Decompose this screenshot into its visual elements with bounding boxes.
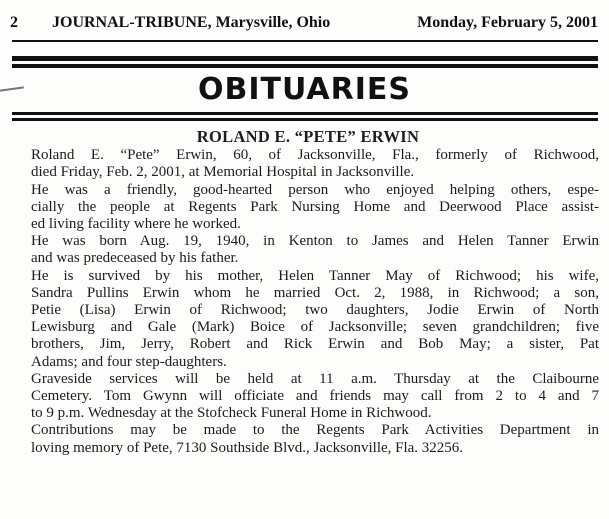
- obituary-paragraph: [17, 268, 599, 371]
- obituary-headline: ROLAND E. “PETE” ERWIN: [196, 127, 420, 146]
- text-line: and was predeceased by his father.: [31, 250, 239, 267]
- text-line: He was a friendly, good-hearted person who enjoyed helping others, espe-: [31, 181, 599, 198]
- text-line: Sandra Pullins Erwin whom he married Oct. 2, 1988, in Richwood; a son,: [31, 284, 599, 301]
- page-number: 2: [10, 14, 18, 31]
- text-line: died Friday, Feb. 2, 2001, at Memorial Hospital in Jacksonville.: [31, 164, 415, 181]
- section-title: OBITUARIES: [197, 72, 411, 107]
- masthead-divider: [12, 40, 598, 42]
- text-line: brothers, Jim, Jerry, Robert and Rick Erwin and Bob May; a sister, Pat: [31, 336, 599, 353]
- text-line: Roland E. “Pete” Erwin, 60, of Jacksonville, Fla., formerly of Richwood,: [31, 147, 599, 164]
- text-line: cially the people at Regents Park Nursing Home and Deerwood Place assist-: [31, 198, 599, 215]
- text-line: He is survived by his mother, Helen Tanner May of Richwood; his wife,: [31, 267, 599, 284]
- text-line: Graveside services will be held at 11 a.m. Thursday at the Claibourne: [31, 370, 599, 387]
- obituary-article: [17, 128, 599, 457]
- text-line: Lewisburg and Gale (Mark) Boice of Jacksonville; seven grandchildren; five: [31, 319, 599, 336]
- obituary-paragraph: [17, 147, 599, 181]
- text-line: ed living facility where he worked.: [31, 216, 241, 233]
- text-line: He was born Aug. 19, 1940, in Kenton to James and Helen Tanner Erwin: [31, 233, 599, 250]
- section-rule-bottom-2: [12, 118, 598, 121]
- publication-date: Monday, February 5, 2001: [417, 14, 598, 31]
- obituary-body: [17, 147, 599, 457]
- text-line: Petie (Lisa) Erwin of Richwood; two daughters, Jodie Erwin of North: [31, 302, 599, 319]
- obituary-paragraph: [17, 233, 599, 267]
- obituary-paragraph: [17, 182, 599, 234]
- section-rule-top-1: [12, 56, 598, 61]
- masthead: [10, 14, 598, 36]
- obituary-paragraph: [17, 422, 599, 456]
- text-line: Cemetery. Tom Gwynn will officiate and friends may call from 2 to 4 and 7: [31, 388, 599, 405]
- section-rule-top-2: [12, 64, 598, 68]
- text-line: Contributions may be made to the Regents Park Activities Department in: [31, 422, 599, 439]
- newspaper-name: JOURNAL-TRIBUNE, Marysville, Ohio: [52, 14, 331, 31]
- section-rule-bottom-1: [12, 112, 598, 115]
- text-line: loving memory of Pete, 7130 Southside Blvd., Jacksonville, Fla. 32256.: [31, 439, 464, 456]
- obituary-paragraph: [17, 371, 599, 423]
- text-line: Adams; and four step-daughters.: [31, 353, 227, 370]
- text-line: to 9 p.m. Wednesday at the Stofcheck Funeral Home in Richwood.: [31, 405, 432, 422]
